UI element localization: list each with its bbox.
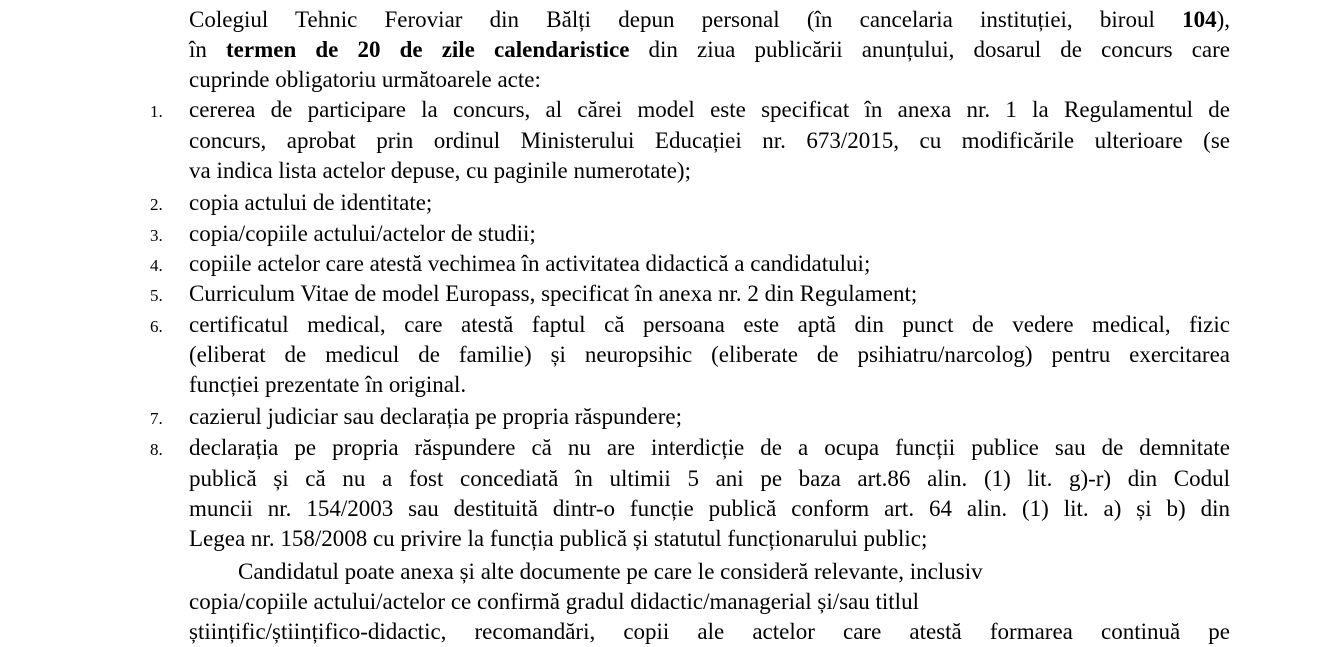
office-number: 104 bbox=[1182, 7, 1217, 32]
intro-text: din ziua publicării anunțului, dosarul de concurs care bbox=[629, 37, 1231, 62]
list-number: 4. bbox=[150, 256, 163, 275]
list-item-line: cazierul judiciar sau declarația pe propria răspundere; bbox=[189, 404, 682, 429]
list-number: 5. bbox=[150, 286, 163, 305]
list-item-line: (eliberat de medicul de familie) și neuropsihic (eliberate de psihiatru/narcolog) pentru exercitarea bbox=[189, 342, 1230, 367]
list-item-line: concurs, aprobat prin ordinul Ministerului Educației nr. 673/2015, cu modificările ulterioare (se bbox=[189, 128, 1230, 153]
list-item-line: certificatul medical, care atestă faptul că persoana este aptă din punct de vedere medical, fizic bbox=[189, 312, 1230, 337]
list-item-line: Curriculum Vitae de model Europass, specificat în anexa nr. 2 din Regulament; bbox=[189, 281, 918, 306]
list-item-line: declarația pe propria răspundere că nu are interdicție de a ocupa funcții publice sau de demnitate bbox=[189, 435, 1230, 460]
deadline-text: termen de 20 de zile calendaristice bbox=[226, 37, 630, 62]
closing-line-3: științific/științifico-didactic, recomandări, copii ale actelor care atestă formarea continuă pe bbox=[189, 619, 1230, 644]
list-number: 2. bbox=[150, 195, 163, 214]
list-item-line: cererea de participare la concurs, al cărei model este specificat în anexa nr. 1 la Regulamentul de bbox=[189, 97, 1230, 122]
intro-line-1 bbox=[189, 5, 1230, 35]
list-item-line: copia/copiile actului/actelor de studii; bbox=[189, 221, 536, 246]
list-item-line: funcției prezentate în original. bbox=[189, 372, 467, 397]
list-item-line: muncii nr. 154/2003 sau destituită dintr-o funcție publică conform art. 64 alin. (1) lit. a) și b) din bbox=[189, 496, 1230, 521]
list-item-line: copia actului de identitate; bbox=[189, 190, 433, 215]
closing-line-1: Candidatul poate anexa și alte documente pe care le consideră relevante, inclusiv bbox=[238, 559, 983, 584]
list-number: 3. bbox=[150, 226, 163, 245]
list-number: 1. bbox=[150, 102, 163, 121]
intro-text-end: ), bbox=[1216, 7, 1230, 32]
intro-line-2 bbox=[189, 35, 1230, 65]
list-number: 8. bbox=[150, 440, 163, 459]
list-item-line: copiile actelor care atestă vechimea în activitatea didactică a candidatului; bbox=[189, 251, 871, 276]
list-item-line: publică și că nu a fost concediată în ultimii 5 ani pe baza art.86 alin. (1) lit. g)-r) din Codul bbox=[189, 466, 1230, 491]
intro-line-3: cuprinde obligatoriu următoarele acte: bbox=[189, 67, 541, 92]
closing-line-2: copia/copiile actului/actelor ce confirmă gradul didactic/managerial și/sau titlul bbox=[189, 589, 919, 614]
intro-text: în bbox=[189, 37, 227, 62]
list-item-line: Legea nr. 158/2008 cu privire la funcția publică și statutul funcționarului public; bbox=[189, 526, 928, 551]
list-number: 6. bbox=[150, 317, 163, 336]
intro-text: Colegiul Tehnic Feroviar din Bălți depun personal (în cancelaria instituției, biroul bbox=[189, 7, 1183, 32]
list-item-line: va indica lista actelor depuse, cu paginile numerotate); bbox=[189, 158, 691, 183]
list-number: 7. bbox=[150, 409, 163, 428]
